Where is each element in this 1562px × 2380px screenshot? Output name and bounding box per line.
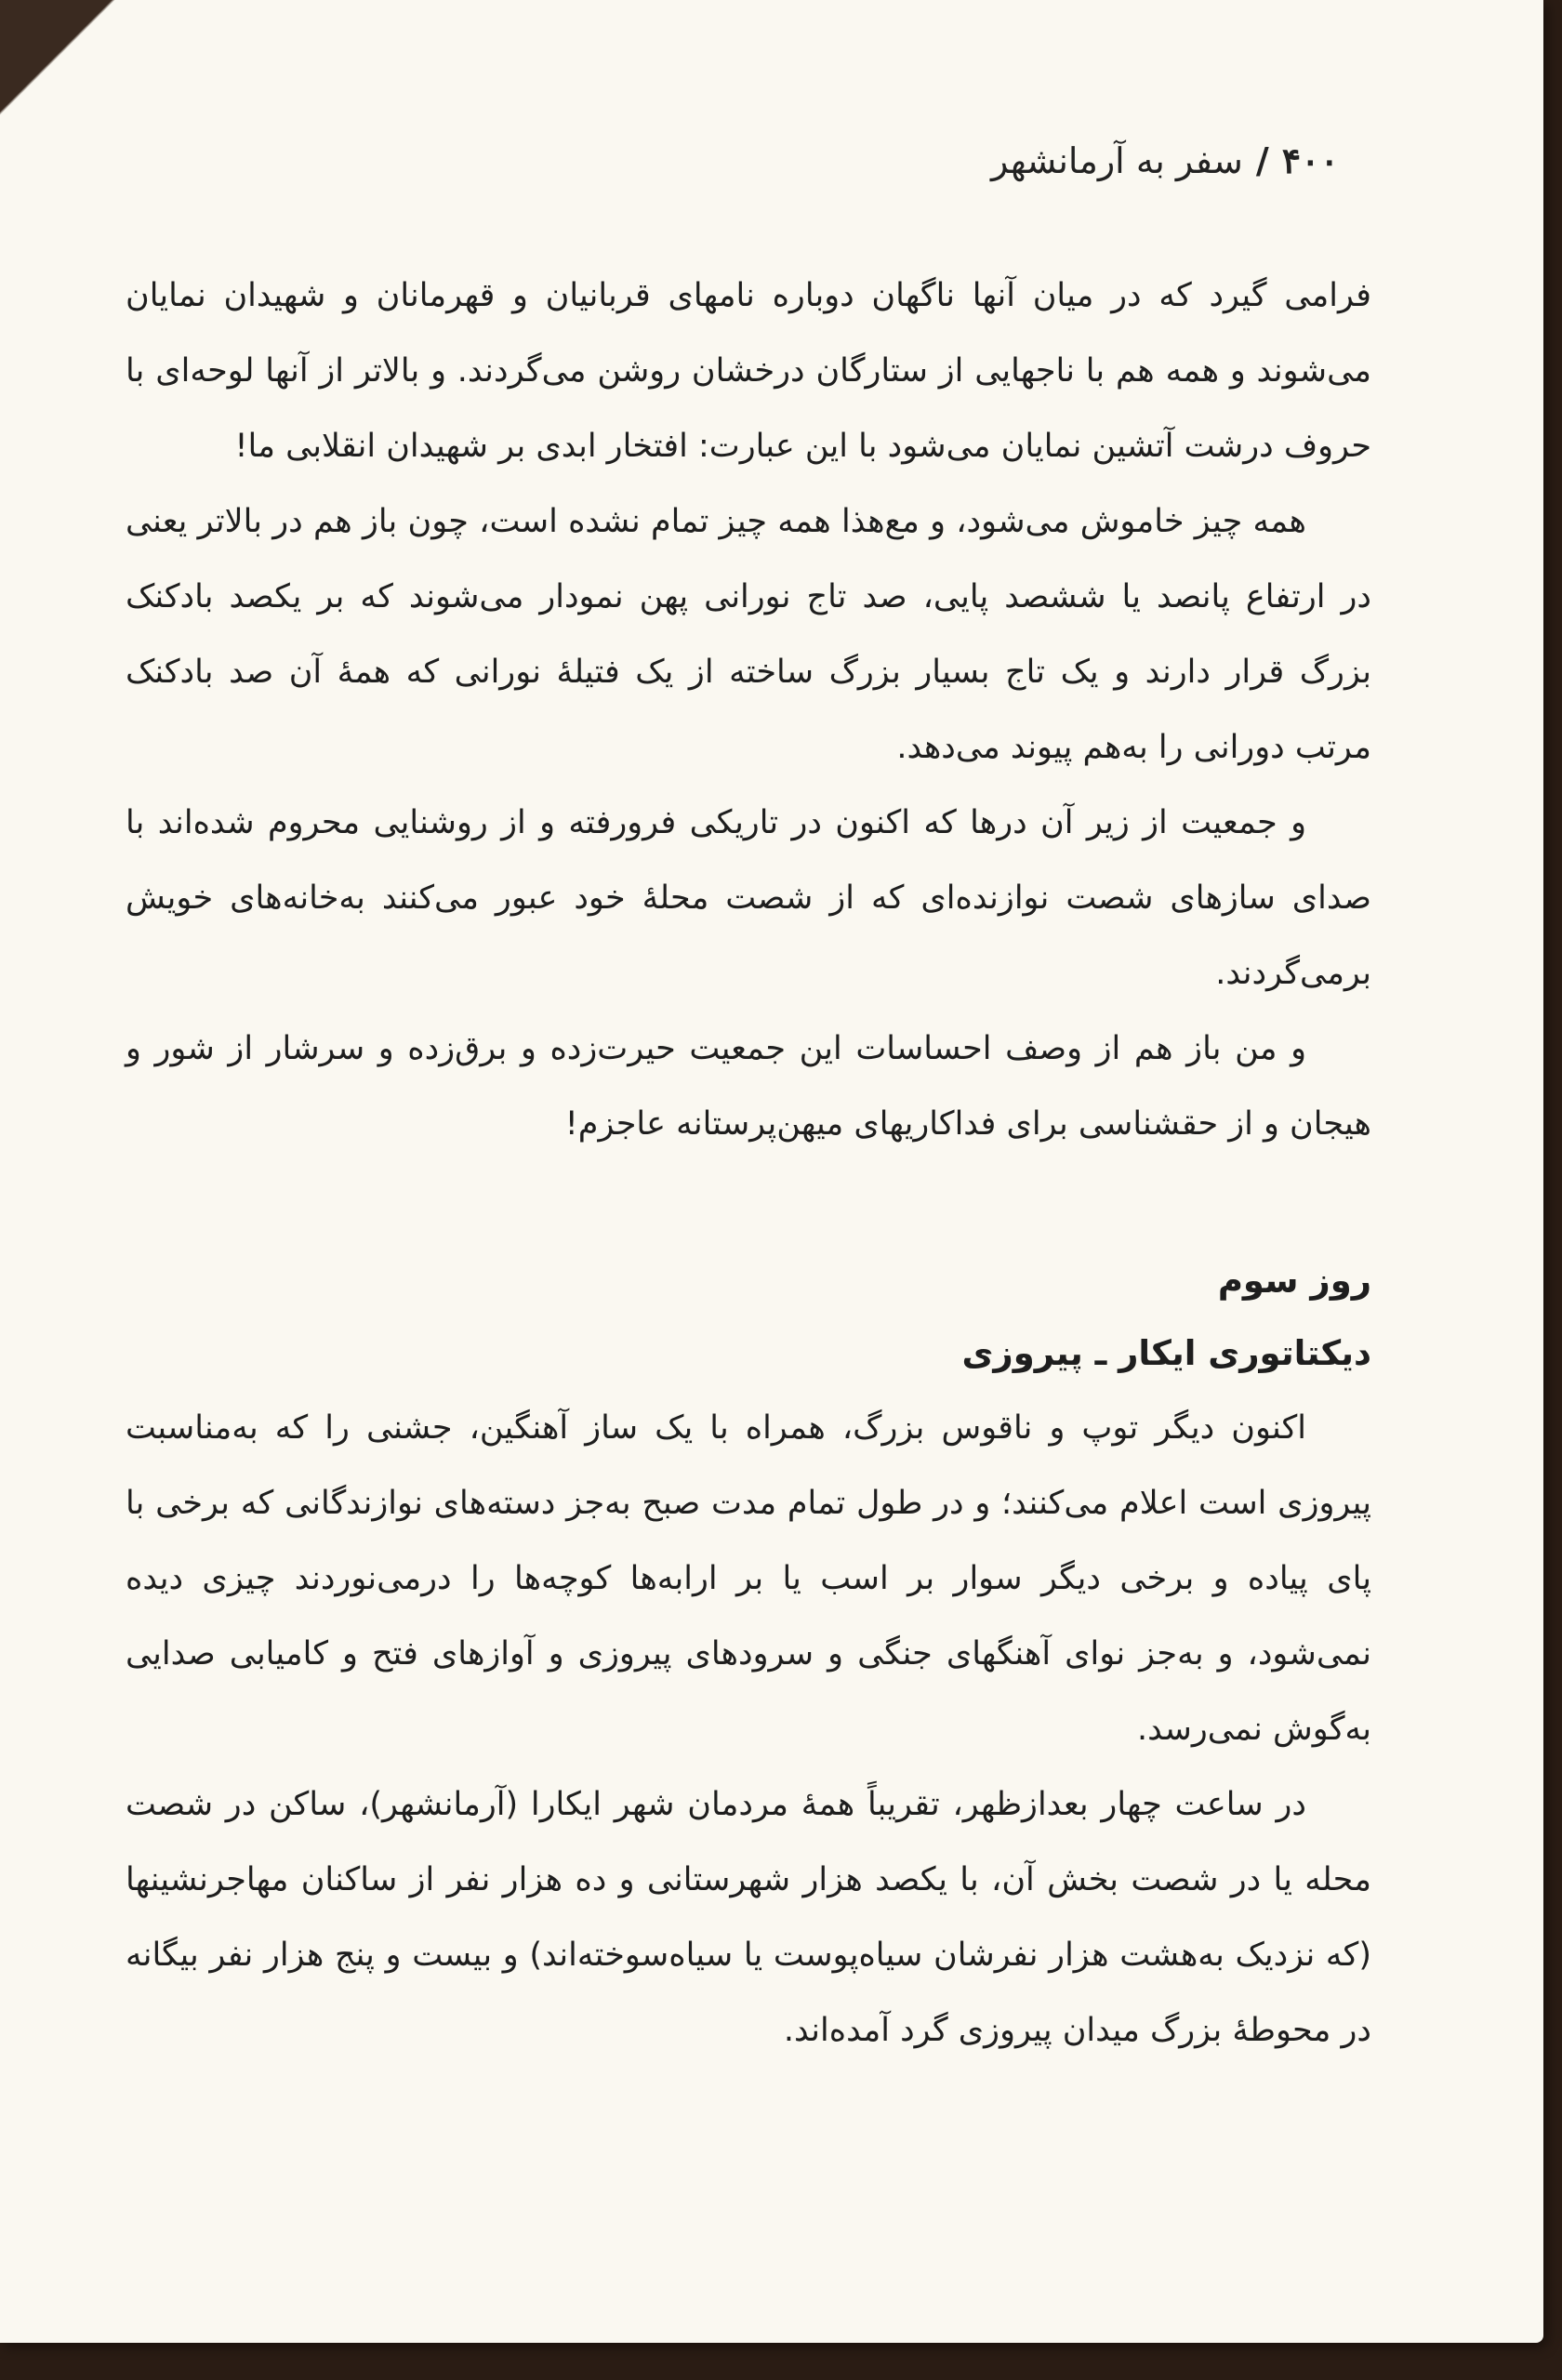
paragraph: و من باز هم از وصف احساسات این جمعیت حیرت‌زده و برق‌زده و سرشار از شور و هیجان و از حقشناسی برای فداکاریهای میهن‌پرستانه عاجزم! [126,1030,1371,1143]
header-separator: / [1255,139,1269,181]
section-subtitle: دیکتاتوری ایکار ـ پیروزی [961,1333,1371,1373]
section-title: روز سوم [1217,1261,1371,1301]
paragraph: اکنون دیگر توپ و ناقوس بزرگ، همراه با یک ساز آهنگین، جشنی را که به‌مناسبت پیروزی است اعلام می‌کنند؛ و در طول تمام مدت صبح به‌جز دسته‌های نوازندگانی که برخی با پای پیاده و برخی دیگر سوار بر اسب یا بر ارابه‌ها کوچه‌ها را درمی‌نوردند چیزی دیده نمی‌شود، و به‌جز نوای آهنگهای جنگی و سرودهای پیروزی و آوازهای فتح و کامیابی صدایی به‌گوش نمی‌رسد. [126,1409,1371,1748]
running-header [991,139,1339,181]
paragraph: در ساعت چهار بعدازظهر، تقریباً همهٔ مردمان شهر ایکارا (آرمانشهر)، ساکن در شصت محله یا در شصت بخش آن، با یکصد هزار شهرستانی و ده هزار نفر از ساکنان مهاجرنشینها (که نزدیک به‌هشت هزار نفرشان سیاه‌پوست یا سیاه‌سوخته‌اند) و بیست و پنج هزار نفر بیگانه در محوطهٔ بزرگ میدان پیروزی گرد آمده‌اند. [126,1786,1371,2049]
book-title: سفر به آرمانشهر [990,140,1243,181]
paragraph: و جمعیت از زیر آن درها که اکنون در تاریکی فرورفته و از روشنایی محروم شده‌اند با صدای سازهای شصت نوازنده‌ای که از شصت محلهٔ خود عبور می‌کنند به‌خانه‌های خویش برمی‌گردند. [126,804,1371,992]
body-text [126,258,1371,2069]
page-number: ۴۰۰ [1281,139,1339,181]
paragraph: فرامی گیرد که در میان آنها ناگهان دوباره نامهای قربانیان و قهرمانان و شهیدان نمایان می‌شوند و همه هم با ناجهایی از ستارگان درخشان روشن می‌گردند. و بالاتر از آنها لوحه‌ای با حروف درشت آتشین نمایان می‌شود با این عبارت: افتخار ابدی بر شهیدان انقلابی ما! [126,277,1371,465]
page-corner-background [0,0,223,149]
paragraph: همه چیز خاموش می‌شود، و مع‌هذا همه چیز تمام نشده است، چون باز هم در بالاتر یعنی در ارتفاع پانصد یا ششصد پایی، صد تاج نورانی پهن نمودار می‌شوند که بر یکصد بادکنک بزرگ قرار دارند و یک تاج بسیار بزرگ ساخته از یک فتیلهٔ نورانی که همهٔ آن صد بادکنک مرتب دورانی را به‌هم پیوند می‌دهد. [126,503,1371,766]
